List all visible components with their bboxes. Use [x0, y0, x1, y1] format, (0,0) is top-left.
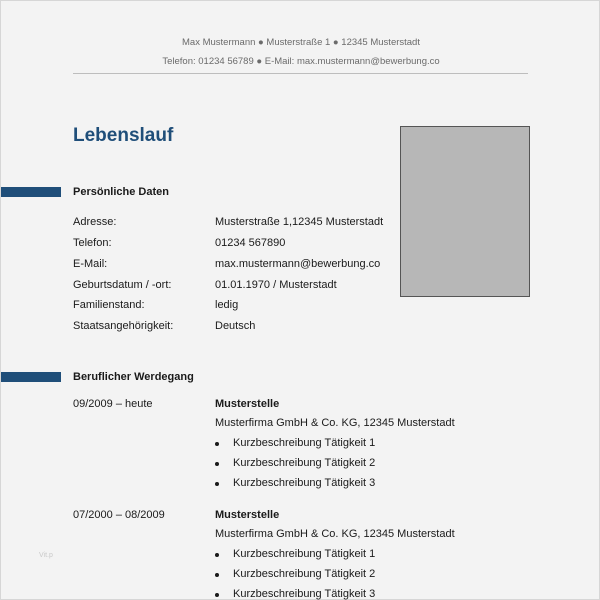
value-nationality: Deutsch — [215, 320, 256, 332]
job-1-task-3: Kurzbeschreibung Tätigkeit 3 — [233, 477, 376, 489]
label-nationality: Staatsangehörigkeit: — [73, 320, 174, 332]
job-1-title: Musterstelle — [215, 398, 280, 410]
watermark: Vit.p — [39, 552, 53, 559]
job-2-date: 07/2000 – 08/2009 — [73, 509, 165, 521]
header-contact: Telefon: 01234 56789 ● E-Mail: max.mustermann@bewerbung.co — [162, 56, 440, 67]
section-title-career: Beruflicher Werdegang — [73, 371, 194, 383]
job-2-company: Musterfirma GmbH & Co. KG, 12345 Musterstadt — [215, 528, 455, 540]
page-title: Lebenslauf — [73, 125, 174, 146]
job-1-company: Musterfirma GmbH & Co. KG, 12345 Musterstadt — [215, 417, 455, 429]
job-1-task-2: Kurzbeschreibung Tätigkeit 2 — [233, 457, 376, 469]
label-address: Adresse: — [73, 216, 117, 228]
section-title-personal: Persönliche Daten — [73, 186, 169, 198]
header-divider — [73, 73, 528, 74]
value-marital-status: ledig — [215, 299, 239, 311]
section-marker-career — [1, 372, 61, 382]
job-2-task-3: Kurzbeschreibung Tätigkeit 3 — [233, 588, 376, 600]
bullet-icon — [215, 593, 219, 597]
label-marital-status: Familienstand: — [73, 299, 145, 311]
value-address: Musterstraße 1,12345 Musterstadt — [215, 216, 384, 228]
bullet-icon — [215, 462, 219, 466]
value-phone: 01234 567890 — [215, 237, 286, 249]
bullet-icon — [215, 442, 219, 446]
job-1-date: 09/2009 – heute — [73, 398, 153, 410]
value-email: max.mustermann@bewerbung.co — [215, 258, 381, 270]
bullet-icon — [215, 482, 219, 486]
photo-placeholder — [400, 126, 530, 297]
header-address: Max Mustermann ● Musterstraße 1 ● 12345 Musterstadt — [182, 37, 420, 48]
job-1-task-1: Kurzbeschreibung Tätigkeit 1 — [233, 437, 376, 449]
label-phone: Telefon: — [73, 237, 112, 249]
value-birth: 01.01.1970 / Musterstadt — [215, 279, 337, 291]
section-marker-personal — [1, 187, 61, 197]
job-2-title: Musterstelle — [215, 509, 280, 521]
job-2-task-1: Kurzbeschreibung Tätigkeit 1 — [233, 548, 376, 560]
label-birth: Geburtsdatum / -ort: — [73, 279, 172, 291]
bullet-icon — [215, 573, 219, 577]
bullet-icon — [215, 553, 219, 557]
job-2-task-2: Kurzbeschreibung Tätigkeit 2 — [233, 568, 376, 580]
label-email: E-Mail: — [73, 258, 108, 270]
